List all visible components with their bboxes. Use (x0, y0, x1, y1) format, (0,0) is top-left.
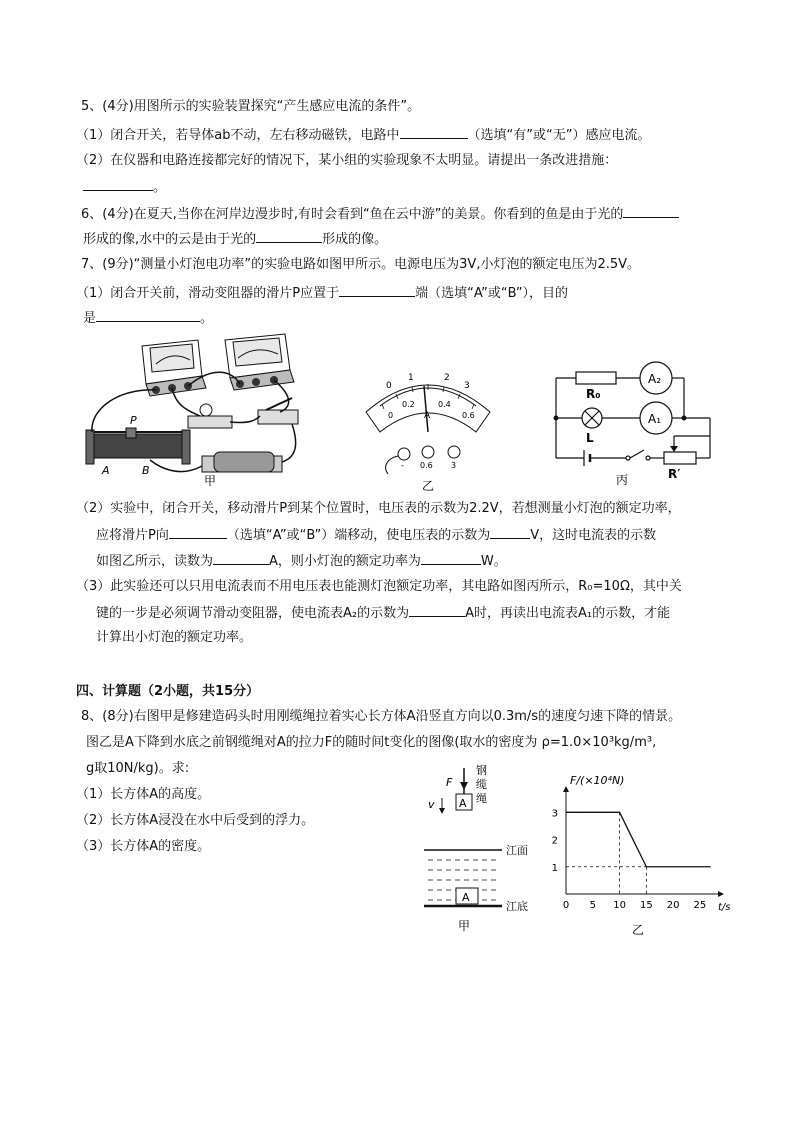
q7-p2-e: 如图乙所示，读数为 (96, 554, 214, 569)
bing-r0-label: R₀ (586, 387, 601, 401)
q7-blank-6[interactable] (421, 551, 481, 565)
q8-sub2: （2）长方体A浸没在水中后受到的浮力。 (76, 813, 315, 828)
q5-part2: （2）在仪器和电路连接都完好的情况下，某小组的实验现象不太明显。请提出一条改进措施： (76, 153, 618, 168)
q6-blank-1[interactable] (623, 204, 679, 218)
q7-p2-c: （选填“A”或“B”）端移动，使电压表的示数为 (226, 528, 491, 543)
q7-figure-bing (548, 360, 718, 492)
q7-stem: 7、(9分)“测量小灯泡电功率”的实验电路如图甲所示。电源电压为3V,小灯泡的额定电压为2.5V。 (81, 257, 641, 272)
y-tick-label: 1 (551, 862, 558, 874)
q8-line2: 图乙是A下降到水底之前钢缆绳对A的拉力F的随时间t变化的图像(取水的密度为 ρ=1.0×10³kg/m³, (86, 735, 657, 750)
q5-part2-answer (83, 177, 166, 197)
q7-blank-7[interactable] (409, 603, 465, 617)
q8-label-f: F (446, 776, 453, 789)
q7-p1-d: 。 (200, 311, 214, 326)
q6-blank-2[interactable] (256, 229, 322, 243)
q8-figure-jia-label: 甲 (458, 919, 471, 933)
q7-part2-line2 (96, 525, 656, 545)
q7-part2-line3 (96, 551, 507, 571)
q6-line2 (83, 229, 387, 249)
q7-part1-cont (83, 308, 213, 328)
q7-p2-g: W。 (480, 554, 507, 569)
yi-unit: A (424, 411, 431, 421)
q7-p2-d: V，这时电流表的示数 (530, 528, 657, 543)
q8-block-a-bottom: A (462, 891, 470, 904)
q7-part2-line1: （2）实验中，闭合开关，移动滑片P到某个位置时，电压表的示数为2.2V，若想测量小灯泡的额定功率， (76, 501, 681, 516)
yi-bottom-3: 0.6 (462, 411, 475, 420)
x-tick-label: 5 (589, 900, 596, 911)
q8-label-bottom: 江底 (506, 900, 528, 913)
q7-part3-line1: （3）此实验还可以只用电流表而不用电压表也能测灯泡额定功率，其电路如图丙所示，R₀=10Ω，其中关 (76, 579, 682, 594)
q8-chart-yi (546, 774, 731, 937)
q8-line3: g取10N/kg)。求: (86, 761, 190, 776)
q7-figure-jia (80, 328, 310, 488)
rheostat-label-a: A (102, 464, 110, 477)
q5-stem: 5、(4分)用图所示的实验装置探究“产生感应电流的条件”。 (81, 99, 421, 114)
q8-figure-jia (418, 764, 548, 934)
x-tick-label: 25 (693, 900, 707, 911)
y-axis-label: F/(×10⁴N) (570, 774, 625, 787)
q5-part1-text-a: （1）闭合开关，若导体ab不动，左右移动磁铁，电路中 (76, 128, 400, 143)
figure-yi-label: 乙 (422, 479, 435, 493)
q7-p3-b: 键的一步是必须调节滑动变阻器，使电流表A₂的示数为 (96, 606, 410, 621)
yi-terminal-neg: - (401, 461, 404, 470)
figure-bing-label: 丙 (616, 473, 629, 487)
q8-label-v: v (428, 798, 435, 811)
q6-text-a: 6、(4分)在夏天,当你在河岸边漫步时,有时会看到“鱼在云中游”的美景。你看到的鱼是由于光的 (81, 207, 624, 222)
q8-rope-2: 缆 (476, 778, 487, 791)
q8-sub3: （3）长方体A的密度。 (76, 839, 211, 854)
q5-blank-2[interactable] (83, 177, 153, 191)
q8-sub1: （1）长方体A的高度。 (76, 787, 211, 802)
yi-top-1: 1 (408, 373, 414, 383)
q8-block-a-top: A (459, 797, 467, 810)
x-tick-label: 15 (639, 900, 653, 911)
q6-text-c: 形成的像。 (322, 232, 388, 247)
bing-r-label: R′ (668, 467, 681, 481)
rheostat-label-b: B (142, 464, 150, 477)
q6-text-b: 形成的像,水中的云是由于光的 (83, 232, 257, 247)
yi-top-2: 2 (444, 373, 450, 383)
yi-bottom-0: 0 (388, 411, 394, 420)
q7-blank-2[interactable] (96, 308, 200, 322)
q7-p1-c: 是 (83, 311, 97, 326)
yi-top-0: 0 (386, 381, 392, 391)
q7-part3-line3: 计算出小灯泡的额定功率。 (96, 630, 253, 645)
yi-terminal-06: 0.6 (420, 461, 433, 470)
q7-part1 (76, 283, 568, 303)
q5-part2-end: 。 (153, 180, 167, 195)
q7-p1-a: （1）闭合开关前，滑动变阻器的滑片P应置于 (76, 286, 340, 301)
q6-line1 (81, 204, 679, 224)
q5-part1-text-b: （选填“有”或“无”）感应电流。 (467, 128, 651, 143)
bing-l-label: L (586, 431, 594, 445)
q7-p2-b: 应将滑片P向 (96, 528, 169, 543)
q5-part1 (76, 125, 650, 145)
ammeter-device (142, 340, 206, 396)
section-4-title: 四、计算题（2小题，共15分） (76, 684, 260, 699)
q8-rope-1: 钢 (476, 764, 487, 777)
figure-jia-label: 甲 (204, 474, 217, 488)
q7-blank-1[interactable] (339, 283, 415, 297)
y-tick-label: 3 (551, 808, 558, 820)
q5-blank-1[interactable] (400, 125, 468, 139)
q7-figure-yi (358, 362, 498, 492)
yi-terminal-3: 3 (451, 461, 457, 470)
voltmeter-device (225, 334, 294, 390)
yi-bottom-2: 0.4 (438, 400, 451, 409)
q8-label-surface: 江面 (506, 844, 528, 857)
yi-top-3: 3 (464, 381, 470, 391)
x-axis-arrow (718, 891, 724, 897)
x-tick-label: 0 (562, 900, 570, 911)
q7-p1-b: 端（选填“A”或“B”），目的 (415, 286, 569, 301)
bing-a2-label: A₂ (648, 372, 662, 386)
x-tick-label: 20 (666, 900, 680, 911)
y-tick-label: 2 (551, 835, 558, 847)
x-axis-label: t/s (718, 902, 731, 913)
q7-p2-f: A，则小灯泡的额定功率为 (269, 554, 421, 569)
yi-bottom-1: 0.2 (402, 400, 415, 409)
q8-line1: 8、(8分)右图甲是修建造码头时用刚缆绳拉着实心长方体A沿竖直方向以0.3m/s的速度匀速下降的情景。 (81, 709, 682, 724)
y-axis-arrow (563, 786, 569, 792)
q7-blank-3[interactable] (169, 525, 227, 539)
q7-part3-line2 (96, 603, 670, 623)
q7-blank-4[interactable] (490, 525, 530, 539)
q8-figure-yi-label: 乙 (632, 923, 645, 937)
x-tick-label: 10 (613, 900, 626, 911)
series-line (566, 812, 711, 866)
q7-p3-c: A时，再读出电流表A₁的示数，才能 (465, 606, 671, 621)
q7-blank-5[interactable] (213, 551, 269, 565)
q8-rope-3: 绳 (476, 792, 487, 805)
slider-label-p: P (130, 414, 137, 427)
bing-a1-label: A₁ (648, 412, 662, 426)
